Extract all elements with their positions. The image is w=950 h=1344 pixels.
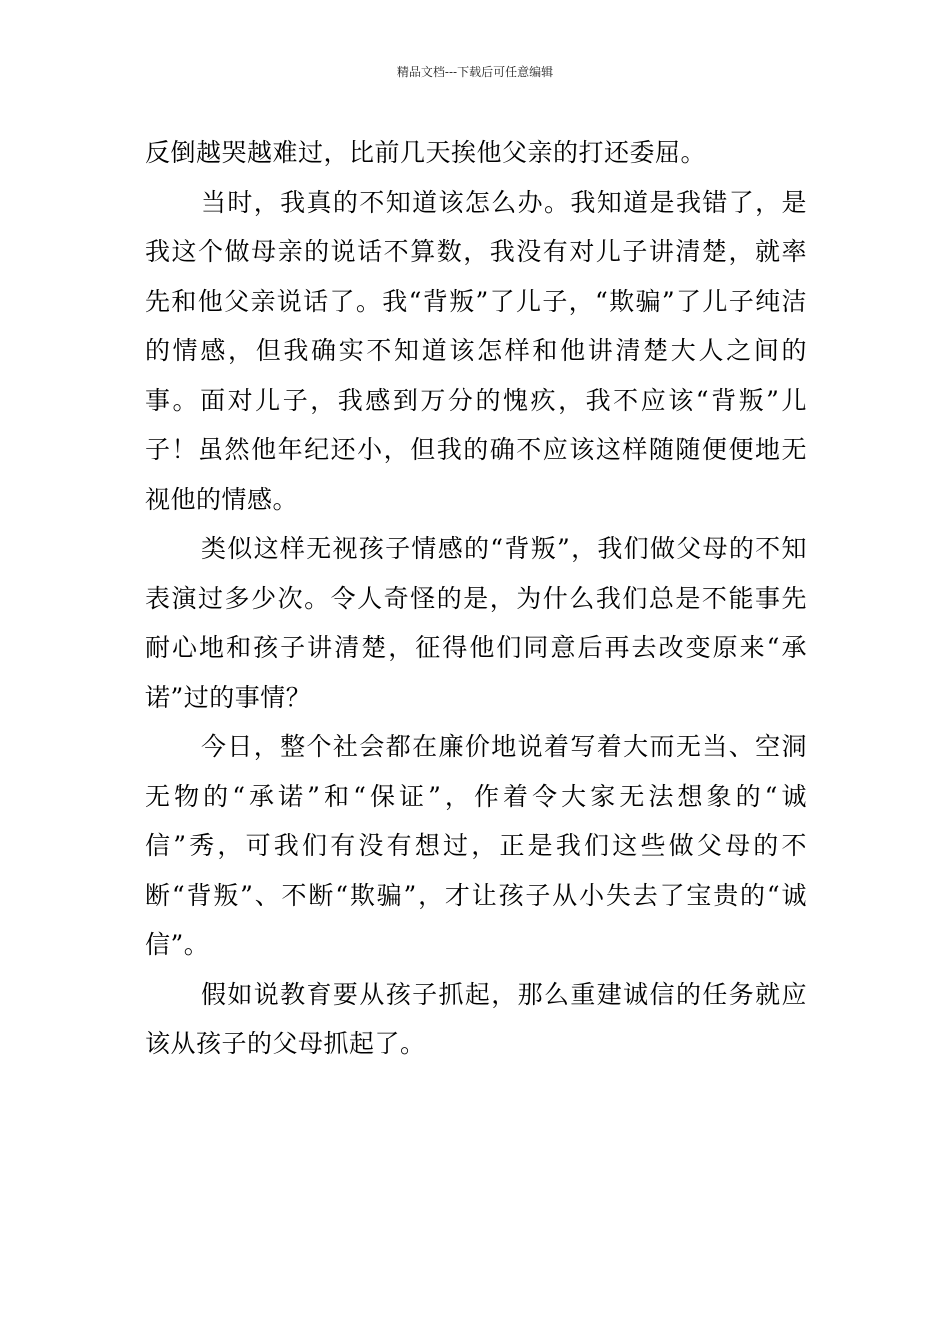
paragraph-2: 当时，我真的不知道该怎么办。我知道是我错了，是我这个做母亲的说话不算数，我没有对儿子讲清楚，就率先和他父亲说话了。我“背叛”了儿子，“欺骗”了儿子纯洁的情感，但我确实不知道该怎样和他讲清楚大人之间的事。面对儿子，我感到万分的愧疚，我不应该“背叛”儿子！虽然他年纪还小，但我的确不应该这样随随便便地无视他的情感。 (145, 187, 807, 514)
page-header: 精品文档---下载后可任意编辑 (396, 65, 554, 79)
paragraph-5: 假如说教育要从孩子抓起，那么重建诚信的任务就应该从孩子的父母抓起了。 (145, 979, 807, 1058)
document-body (145, 128, 807, 1069)
paragraph-4: 今日，整个社会都在廉价地说着写着大而无当、空洞无物的“承诺”和“保证”，作着令大家无法想象的“诚信”秀，可我们有没有想过，正是我们这些做父母的不断“背叛”、不断“欺骗”，才让孩子从小失去了宝贵的“诚信”。 (145, 732, 807, 959)
paragraph-1: 反倒越哭越难过，比前几天挨他父亲的打还委屈。 (145, 138, 707, 167)
paragraph-3: 类似这样无视孩子情感的“背叛”，我们做父母的不知表演过多少次。令人奇怪的是，为什么我们总是不能事先耐心地和孩子讲清楚，征得他们同意后再去改变原来“承诺”过的事情？ (145, 534, 807, 712)
